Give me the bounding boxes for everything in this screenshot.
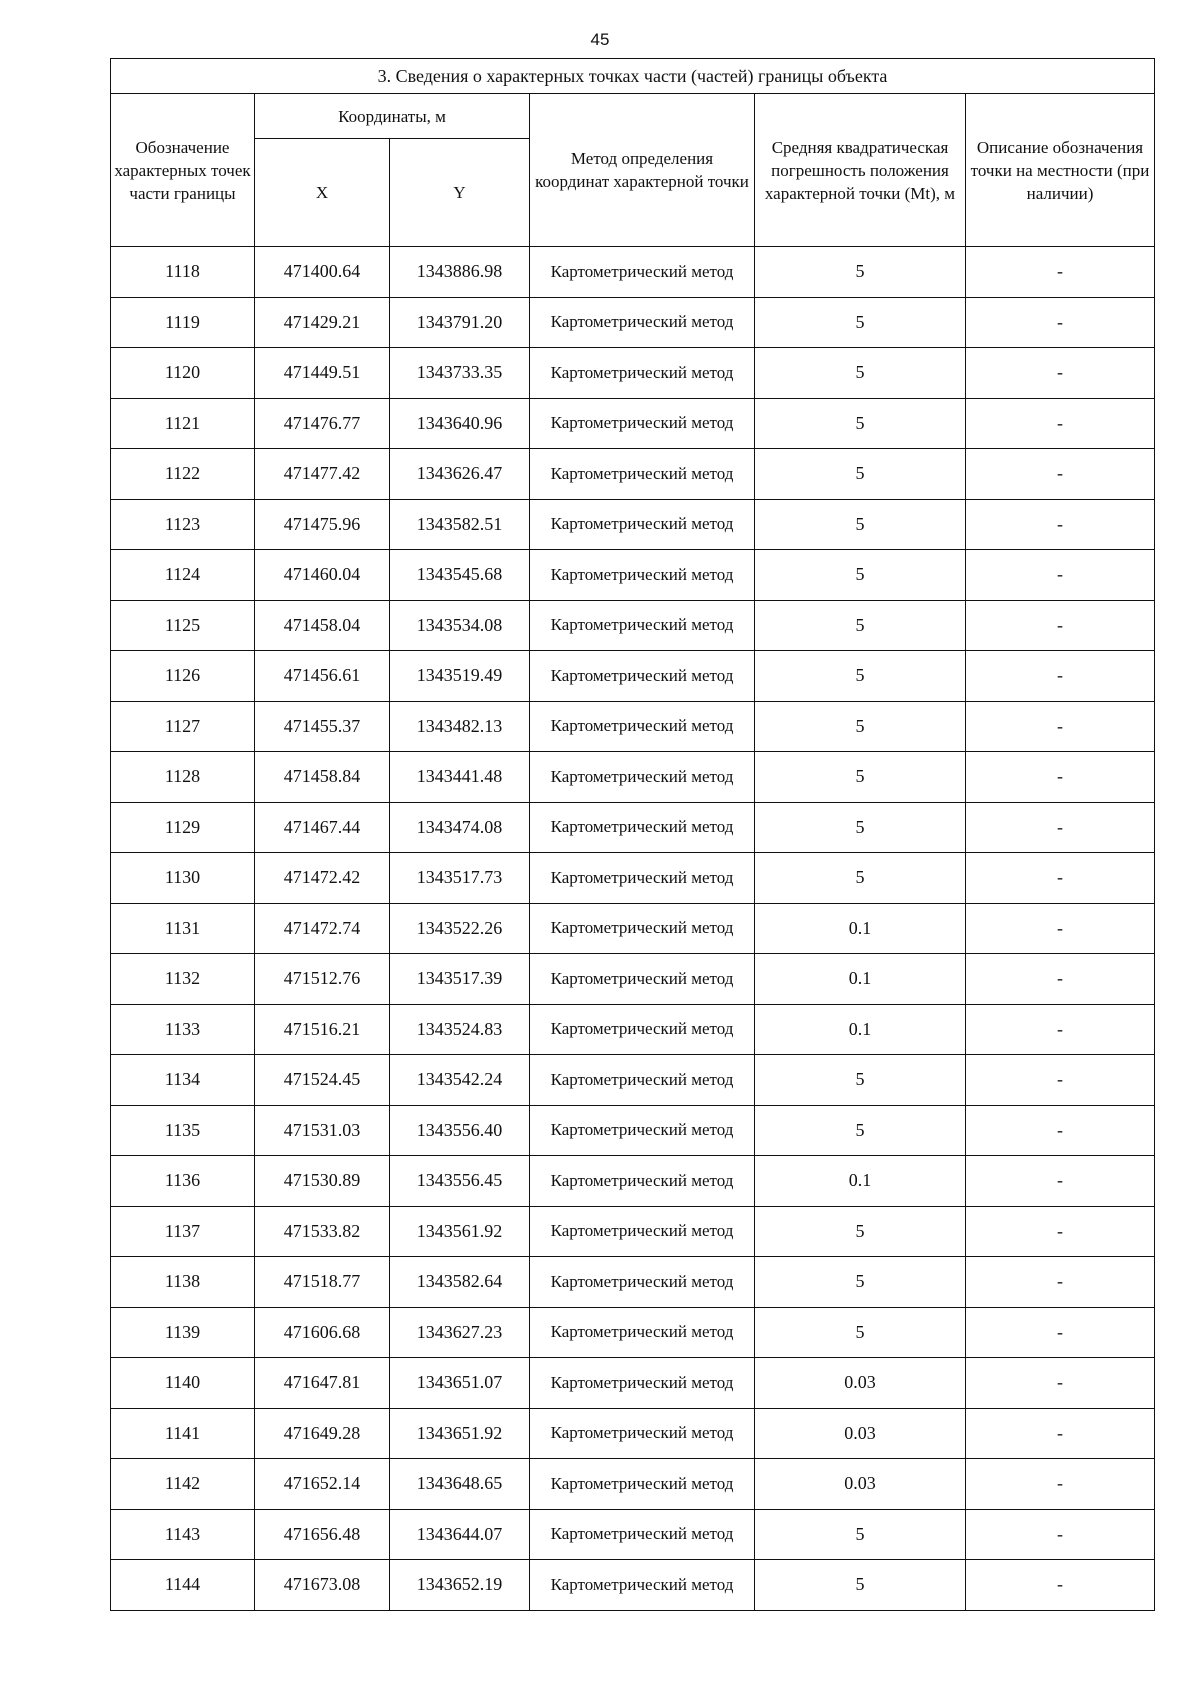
header-designation: Обозначение характерных точек части границы bbox=[111, 94, 255, 247]
cell-y: 1343626.47 bbox=[390, 449, 530, 500]
cell-x: 471531.03 bbox=[255, 1105, 390, 1156]
cell-point-id: 1131 bbox=[111, 903, 255, 954]
cell-y: 1343482.13 bbox=[390, 701, 530, 752]
cell-error: 5 bbox=[755, 853, 966, 904]
cell-point-id: 1139 bbox=[111, 1307, 255, 1358]
cell-point-id: 1132 bbox=[111, 954, 255, 1005]
cell-description: - bbox=[966, 853, 1155, 904]
cell-point-id: 1142 bbox=[111, 1459, 255, 1510]
cell-description: - bbox=[966, 1004, 1155, 1055]
cell-y: 1343545.68 bbox=[390, 550, 530, 601]
table-row bbox=[111, 297, 1155, 348]
cell-method: Картометрический метод bbox=[530, 1459, 755, 1510]
cell-x: 471673.08 bbox=[255, 1560, 390, 1611]
table-row bbox=[111, 348, 1155, 399]
cell-point-id: 1144 bbox=[111, 1560, 255, 1611]
cell-method: Картометрический метод bbox=[530, 954, 755, 1005]
cell-point-id: 1141 bbox=[111, 1408, 255, 1459]
cell-error: 0.03 bbox=[755, 1459, 966, 1510]
cell-method: Картометрический метод bbox=[530, 600, 755, 651]
cell-y: 1343556.45 bbox=[390, 1156, 530, 1207]
cell-description: - bbox=[966, 499, 1155, 550]
cell-description: - bbox=[966, 600, 1155, 651]
cell-y: 1343556.40 bbox=[390, 1105, 530, 1156]
cell-y: 1343517.39 bbox=[390, 954, 530, 1005]
cell-point-id: 1135 bbox=[111, 1105, 255, 1156]
cell-x: 471530.89 bbox=[255, 1156, 390, 1207]
table-row bbox=[111, 1358, 1155, 1409]
cell-description: - bbox=[966, 1105, 1155, 1156]
cell-x: 471472.42 bbox=[255, 853, 390, 904]
header-description: Описание обозначения точки на местности (при наличии) bbox=[966, 94, 1155, 247]
cell-error: 0.03 bbox=[755, 1408, 966, 1459]
cell-method: Картометрический метод bbox=[530, 651, 755, 702]
cell-x: 471516.21 bbox=[255, 1004, 390, 1055]
cell-method: Картометрический метод bbox=[530, 398, 755, 449]
cell-method: Картометрический метод bbox=[530, 1105, 755, 1156]
cell-method: Картометрический метод bbox=[530, 1509, 755, 1560]
table-row bbox=[111, 499, 1155, 550]
cell-method: Картометрический метод bbox=[530, 1206, 755, 1257]
table-row bbox=[111, 802, 1155, 853]
cell-point-id: 1140 bbox=[111, 1358, 255, 1409]
cell-point-id: 1126 bbox=[111, 651, 255, 702]
cell-point-id: 1128 bbox=[111, 752, 255, 803]
cell-y: 1343651.92 bbox=[390, 1408, 530, 1459]
cell-method: Картометрический метод bbox=[530, 550, 755, 601]
cell-x: 471429.21 bbox=[255, 297, 390, 348]
cell-x: 471656.48 bbox=[255, 1509, 390, 1560]
table-row bbox=[111, 1560, 1155, 1611]
cell-x: 471449.51 bbox=[255, 348, 390, 399]
cell-method: Картометрический метод bbox=[530, 701, 755, 752]
cell-x: 471518.77 bbox=[255, 1257, 390, 1308]
cell-point-id: 1136 bbox=[111, 1156, 255, 1207]
table-row bbox=[111, 449, 1155, 500]
table-row bbox=[111, 651, 1155, 702]
cell-method: Картометрический метод bbox=[530, 1004, 755, 1055]
cell-error: 5 bbox=[755, 752, 966, 803]
cell-method: Картометрический метод bbox=[530, 499, 755, 550]
cell-description: - bbox=[966, 1307, 1155, 1358]
cell-description: - bbox=[966, 1560, 1155, 1611]
cell-description: - bbox=[966, 398, 1155, 449]
header-method: Метод определения координат характерной точки bbox=[530, 94, 755, 247]
cell-y: 1343524.83 bbox=[390, 1004, 530, 1055]
cell-point-id: 1134 bbox=[111, 1055, 255, 1106]
cell-x: 471524.45 bbox=[255, 1055, 390, 1106]
cell-y: 1343644.07 bbox=[390, 1509, 530, 1560]
header-error: Средняя квадратическая погрешность положения характерной точки (Mt), м bbox=[755, 94, 966, 247]
cell-point-id: 1122 bbox=[111, 449, 255, 500]
cell-y: 1343627.23 bbox=[390, 1307, 530, 1358]
table-row bbox=[111, 752, 1155, 803]
table-row bbox=[111, 1004, 1155, 1055]
header-coordinates: Координаты, м bbox=[255, 94, 530, 139]
cell-error: 0.1 bbox=[755, 954, 966, 1005]
cell-method: Картометрический метод bbox=[530, 297, 755, 348]
table-row bbox=[111, 398, 1155, 449]
cell-method: Картометрический метод bbox=[530, 1257, 755, 1308]
cell-y: 1343886.98 bbox=[390, 247, 530, 298]
table-row bbox=[111, 247, 1155, 298]
cell-error: 5 bbox=[755, 499, 966, 550]
cell-x: 471456.61 bbox=[255, 651, 390, 702]
cell-method: Картометрический метод bbox=[530, 1156, 755, 1207]
page-number: 45 bbox=[590, 30, 610, 49]
cell-method: Картометрический метод bbox=[530, 449, 755, 500]
cell-y: 1343733.35 bbox=[390, 348, 530, 399]
cell-point-id: 1125 bbox=[111, 600, 255, 651]
cell-description: - bbox=[966, 1206, 1155, 1257]
cell-error: 0.1 bbox=[755, 1156, 966, 1207]
cell-method: Картометрический метод bbox=[530, 903, 755, 954]
cell-y: 1343534.08 bbox=[390, 600, 530, 651]
cell-error: 5 bbox=[755, 297, 966, 348]
cell-description: - bbox=[966, 1459, 1155, 1510]
table-row bbox=[111, 1257, 1155, 1308]
cell-y: 1343441.48 bbox=[390, 752, 530, 803]
cell-x: 471477.42 bbox=[255, 449, 390, 500]
cell-description: - bbox=[966, 247, 1155, 298]
cell-error: 5 bbox=[755, 600, 966, 651]
cell-error: 5 bbox=[755, 1509, 966, 1560]
cell-method: Картометрический метод bbox=[530, 348, 755, 399]
cell-error: 5 bbox=[755, 398, 966, 449]
cell-error: 0.1 bbox=[755, 903, 966, 954]
cell-y: 1343474.08 bbox=[390, 802, 530, 853]
table-row bbox=[111, 1459, 1155, 1510]
cell-y: 1343582.64 bbox=[390, 1257, 530, 1308]
cell-error: 5 bbox=[755, 1055, 966, 1106]
table-body bbox=[111, 247, 1155, 1611]
cell-method: Картометрический метод bbox=[530, 1307, 755, 1358]
cell-error: 5 bbox=[755, 651, 966, 702]
cell-point-id: 1127 bbox=[111, 701, 255, 752]
cell-x: 471455.37 bbox=[255, 701, 390, 752]
table-title: 3. Сведения о характерных точках части (частей) границы объекта bbox=[111, 59, 1155, 94]
cell-point-id: 1119 bbox=[111, 297, 255, 348]
cell-description: - bbox=[966, 1257, 1155, 1308]
cell-error: 0.1 bbox=[755, 1004, 966, 1055]
cell-description: - bbox=[966, 1055, 1155, 1106]
cell-point-id: 1137 bbox=[111, 1206, 255, 1257]
cell-method: Картометрический метод bbox=[530, 853, 755, 904]
table-row bbox=[111, 1105, 1155, 1156]
cell-error: 0.03 bbox=[755, 1358, 966, 1409]
cell-error: 5 bbox=[755, 1206, 966, 1257]
cell-x: 471606.68 bbox=[255, 1307, 390, 1358]
cell-description: - bbox=[966, 348, 1155, 399]
table-row bbox=[111, 1156, 1155, 1207]
cell-description: - bbox=[966, 752, 1155, 803]
table-row bbox=[111, 1206, 1155, 1257]
cell-error: 5 bbox=[755, 1257, 966, 1308]
table-row bbox=[111, 954, 1155, 1005]
cell-description: - bbox=[966, 954, 1155, 1005]
cell-description: - bbox=[966, 651, 1155, 702]
table-row bbox=[111, 853, 1155, 904]
cell-description: - bbox=[966, 1509, 1155, 1560]
cell-description: - bbox=[966, 701, 1155, 752]
cell-description: - bbox=[966, 802, 1155, 853]
cell-description: - bbox=[966, 903, 1155, 954]
cell-error: 5 bbox=[755, 348, 966, 399]
table-row bbox=[111, 1408, 1155, 1459]
cell-error: 5 bbox=[755, 701, 966, 752]
cell-description: - bbox=[966, 1408, 1155, 1459]
cell-error: 5 bbox=[755, 802, 966, 853]
cell-x: 471467.44 bbox=[255, 802, 390, 853]
cell-point-id: 1133 bbox=[111, 1004, 255, 1055]
cell-point-id: 1143 bbox=[111, 1509, 255, 1560]
cell-x: 471400.64 bbox=[255, 247, 390, 298]
cell-y: 1343582.51 bbox=[390, 499, 530, 550]
cell-error: 5 bbox=[755, 449, 966, 500]
cell-method: Картометрический метод bbox=[530, 752, 755, 803]
cell-y: 1343519.49 bbox=[390, 651, 530, 702]
cell-y: 1343651.07 bbox=[390, 1358, 530, 1409]
cell-x: 471512.76 bbox=[255, 954, 390, 1005]
cell-y: 1343791.20 bbox=[390, 297, 530, 348]
cell-x: 471649.28 bbox=[255, 1408, 390, 1459]
cell-x: 471647.81 bbox=[255, 1358, 390, 1409]
cell-error: 5 bbox=[755, 1560, 966, 1611]
cell-x: 471472.74 bbox=[255, 903, 390, 954]
cell-point-id: 1123 bbox=[111, 499, 255, 550]
header-x: X bbox=[255, 139, 390, 247]
cell-method: Картометрический метод bbox=[530, 1358, 755, 1409]
table-row bbox=[111, 1055, 1155, 1106]
cell-y: 1343517.73 bbox=[390, 853, 530, 904]
cell-y: 1343652.19 bbox=[390, 1560, 530, 1611]
cell-x: 471460.04 bbox=[255, 550, 390, 601]
table-row bbox=[111, 1509, 1155, 1560]
header-y: Y bbox=[390, 139, 530, 247]
characteristic-points-table bbox=[110, 58, 1155, 1611]
cell-method: Картометрический метод bbox=[530, 247, 755, 298]
cell-description: - bbox=[966, 1358, 1155, 1409]
cell-y: 1343522.26 bbox=[390, 903, 530, 954]
cell-description: - bbox=[966, 297, 1155, 348]
cell-error: 5 bbox=[755, 247, 966, 298]
table-row bbox=[111, 903, 1155, 954]
cell-error: 5 bbox=[755, 1307, 966, 1358]
table-row bbox=[111, 1307, 1155, 1358]
table-row bbox=[111, 600, 1155, 651]
cell-method: Картометрический метод bbox=[530, 1560, 755, 1611]
table-row bbox=[111, 550, 1155, 601]
cell-description: - bbox=[966, 550, 1155, 601]
cell-x: 471476.77 bbox=[255, 398, 390, 449]
cell-point-id: 1120 bbox=[111, 348, 255, 399]
cell-x: 471652.14 bbox=[255, 1459, 390, 1510]
cell-method: Картометрический метод bbox=[530, 1055, 755, 1106]
cell-y: 1343648.65 bbox=[390, 1459, 530, 1510]
cell-y: 1343542.24 bbox=[390, 1055, 530, 1106]
cell-x: 471458.84 bbox=[255, 752, 390, 803]
cell-x: 471533.82 bbox=[255, 1206, 390, 1257]
cell-method: Картометрический метод bbox=[530, 1408, 755, 1459]
cell-point-id: 1121 bbox=[111, 398, 255, 449]
table-row bbox=[111, 701, 1155, 752]
cell-point-id: 1118 bbox=[111, 247, 255, 298]
cell-y: 1343640.96 bbox=[390, 398, 530, 449]
cell-y: 1343561.92 bbox=[390, 1206, 530, 1257]
cell-point-id: 1130 bbox=[111, 853, 255, 904]
cell-error: 5 bbox=[755, 1105, 966, 1156]
cell-x: 471475.96 bbox=[255, 499, 390, 550]
cell-x: 471458.04 bbox=[255, 600, 390, 651]
cell-point-id: 1129 bbox=[111, 802, 255, 853]
cell-point-id: 1138 bbox=[111, 1257, 255, 1308]
cell-method: Картометрический метод bbox=[530, 802, 755, 853]
cell-point-id: 1124 bbox=[111, 550, 255, 601]
cell-description: - bbox=[966, 449, 1155, 500]
cell-error: 5 bbox=[755, 550, 966, 601]
cell-description: - bbox=[966, 1156, 1155, 1207]
